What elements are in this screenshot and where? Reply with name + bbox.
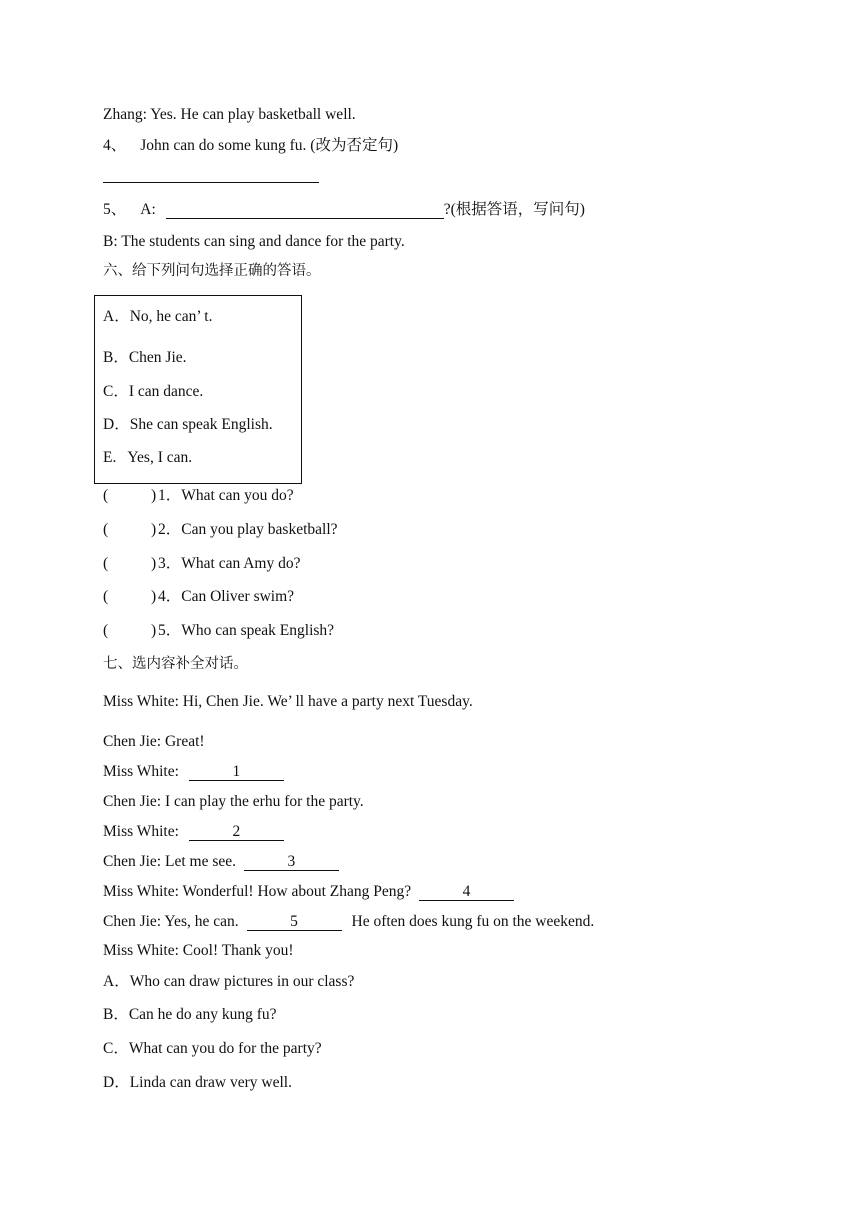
question-5-prefix: A:	[140, 201, 156, 218]
dialog-blank-2: 2	[189, 823, 284, 841]
question-5-suffix: ?(根据答语，写问句)	[443, 201, 585, 218]
option-d: D．She can speak English.	[103, 416, 273, 433]
dialog-option-a: A．Who can draw pictures in our class?	[103, 973, 355, 990]
dialog-after-text: He often does kung fu on the weekend.	[351, 913, 595, 930]
question-5	[103, 200, 585, 220]
match-question-1	[103, 486, 503, 506]
dialog-speaker: Chen Jie: Yes, he can.	[103, 913, 243, 930]
question-4-text: John can do some kung fu. (改为否定句)	[140, 137, 399, 154]
dialog-line-zhang: Zhang: Yes. He can play basketball well.	[103, 106, 356, 123]
dialog-speaker: Miss White: Wonderful! How about Zhang Peng?	[103, 883, 416, 900]
paren-open: (	[103, 487, 109, 504]
answer-line-4	[103, 182, 319, 183]
match-question-4	[103, 587, 503, 607]
paren-open: (	[103, 555, 109, 572]
question-5-number: 5、	[103, 201, 127, 218]
option-b: B．Chen Jie.	[103, 349, 187, 366]
paren-close: )	[151, 521, 157, 538]
dialog-blank-5: 5	[247, 913, 342, 931]
dialog-line-9: Miss White: Cool! Thank you!	[103, 942, 294, 959]
match-question-text: 1．What can you do?	[158, 487, 294, 504]
dialog-line-8	[103, 912, 594, 932]
dialog-option-b: B．Can he do any kung fu?	[103, 1006, 277, 1023]
dialog-speaker: Miss White:	[103, 763, 183, 780]
paren-close: )	[151, 555, 157, 572]
question-4-number: 4、	[103, 137, 127, 154]
dialog-line-2: Chen Jie: Great!	[103, 733, 205, 750]
dialog-option-d: D．Linda can draw very well.	[103, 1074, 292, 1091]
dialog-blank-3: 3	[244, 853, 339, 871]
option-e: E. Yes, I can.	[103, 449, 193, 466]
paren-open: (	[103, 588, 109, 605]
section-6-title: 六、给下列问句选择正确的答语。	[103, 263, 321, 279]
question-4	[103, 136, 398, 156]
paren-open: (	[103, 521, 109, 538]
paren-open: (	[103, 622, 109, 639]
answer-line-b: B: The students can sing and dance for the party.	[103, 233, 405, 250]
dialog-speaker: Chen Jie: Let me see.	[103, 853, 240, 870]
option-a: A．No, he can’ t.	[103, 308, 213, 325]
dialog-blank-4: 4	[419, 883, 514, 901]
paren-close: )	[151, 622, 157, 639]
section-7-title: 七、选内容补全对话。	[103, 656, 248, 672]
match-question-text: 3．What can Amy do?	[158, 555, 301, 572]
option-c: C．I can dance.	[103, 383, 204, 400]
dialog-line-6	[103, 852, 339, 872]
match-question-text: 4．Can Oliver swim?	[158, 588, 295, 605]
answer-blank-5	[166, 201, 444, 219]
match-question-3	[103, 554, 503, 574]
dialog-line-4: Chen Jie: I can play the erhu for the party.	[103, 793, 364, 810]
dialog-line-1: Miss White: Hi, Chen Jie. We’ ll have a party next Tuesday.	[103, 693, 473, 710]
dialog-line-5	[103, 822, 284, 842]
match-question-5	[103, 621, 503, 641]
match-question-2	[103, 520, 503, 540]
paren-close: )	[151, 487, 157, 504]
match-question-text: 2．Can you play basketball?	[158, 521, 338, 538]
paren-close: )	[151, 588, 157, 605]
dialog-line-7	[103, 882, 514, 902]
dialog-speaker: Miss White:	[103, 823, 183, 840]
dialog-line-3	[103, 762, 284, 782]
dialog-blank-1: 1	[189, 763, 284, 781]
dialog-option-c: C．What can you do for the party?	[103, 1040, 322, 1057]
match-question-text: 5．Who can speak English?	[158, 622, 335, 639]
